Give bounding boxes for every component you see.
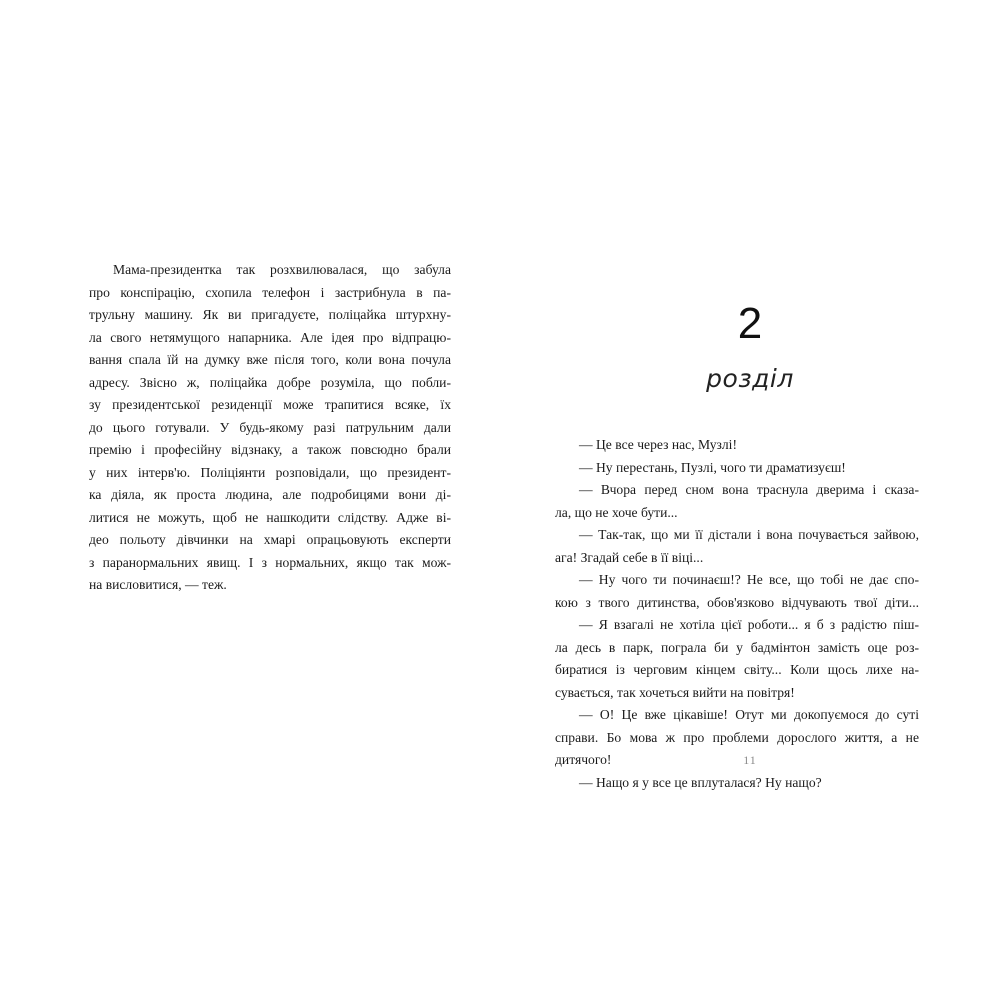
dialogue-line: ага! Згадай себе в її віці... (555, 549, 704, 565)
text-line: ка діяла, як проста людина, але подробицями вони ді- (89, 487, 451, 502)
right-page (500, 0, 1000, 1000)
dialogue-line: справи. Бо мова ж про проблеми дорослого життя, а не (555, 729, 919, 745)
dialogue-line: — Так-так, що ми її дістали і вона почувається зайвою, (579, 527, 919, 542)
text-line: део польоту дівчинки на хмарі опрацьовують експерти (89, 532, 451, 547)
text-line: про конспірацію, схопила телефон і застрибнула в па- (89, 284, 451, 300)
dialogue-line: — Вчора перед сном вона траснула дверима і сказа- (579, 482, 919, 497)
text-line: до цього готували. У будь-якому разі патрульним дали (89, 419, 451, 435)
chapter-number (500, 296, 1000, 352)
chapter-label: розділ (706, 364, 794, 393)
dialogue-line: — Ну чого ти починаєш!? Не все, що тобі не дає спо- (579, 572, 919, 587)
dialogue-line: биратися із черговим кінцем світу... Коли щось лихе на- (555, 662, 919, 677)
dialogue-line: — О! Це вже цікавіше! Отут ми докопуємося до суті (579, 707, 919, 722)
text-line: адресу. Звісно ж, поліцайка добре розуміла, що побли- (89, 374, 451, 390)
text-line: премію і професійну відзнаку, а також повсюдно брали (89, 442, 451, 457)
dialogue-line: — Нащо я у все це вплуталася? Ну нащо? (579, 774, 822, 790)
text-line: ла свого нетямущого напарника. Але ідея про відпрацю- (89, 329, 451, 345)
dialogue-line: ла десь в парк, пограла би у бадмінтон замість оце роз- (555, 639, 919, 655)
text-line: у них інтерв'ю. Поліціянти розповідали, що президент- (89, 464, 451, 480)
text-line: литися не можуть, щоб не нашкодити слідству. Адже ві- (89, 509, 451, 525)
text-line: на висловитися, — теж. (89, 577, 227, 592)
dialogue-line: ла, що не хоче бути... (555, 504, 678, 520)
chapter-number-text: 2 (737, 299, 763, 348)
dialogue-line: дитячого! (555, 752, 612, 767)
text-line: вання спала їй на думку вже після того, коли вона почула (89, 352, 451, 367)
right-page-text (555, 434, 919, 794)
page-number: 11 (743, 753, 757, 767)
text-line: з паранормальних явищ. І з нормальних, якщо так мож- (89, 554, 451, 570)
left-page-text (89, 259, 451, 597)
text-line: трульну машину. Як ви пригадуєте, поліцайка штурхну- (89, 307, 451, 322)
dialogue-line: — Це все через нас, Музлі! (579, 437, 737, 452)
text-line: зу президентської резиденції може трапитися всяке, їх (89, 397, 451, 412)
dialogue-line: — Я взагалі не хотіла цієї роботи... я б з радістю піш- (579, 617, 919, 632)
text-line: Мама-президентка так розхвилювалася, що забула (113, 262, 451, 277)
dialogue-line: сувається, так хочеться вийти на повітря! (555, 684, 795, 700)
dialogue-line: кою з твого дитинства, обов'язково відчувають твої діти... (555, 594, 919, 610)
dialogue-line: — Ну перестань, Пузлі, чого ти драматизуєш! (579, 459, 846, 475)
